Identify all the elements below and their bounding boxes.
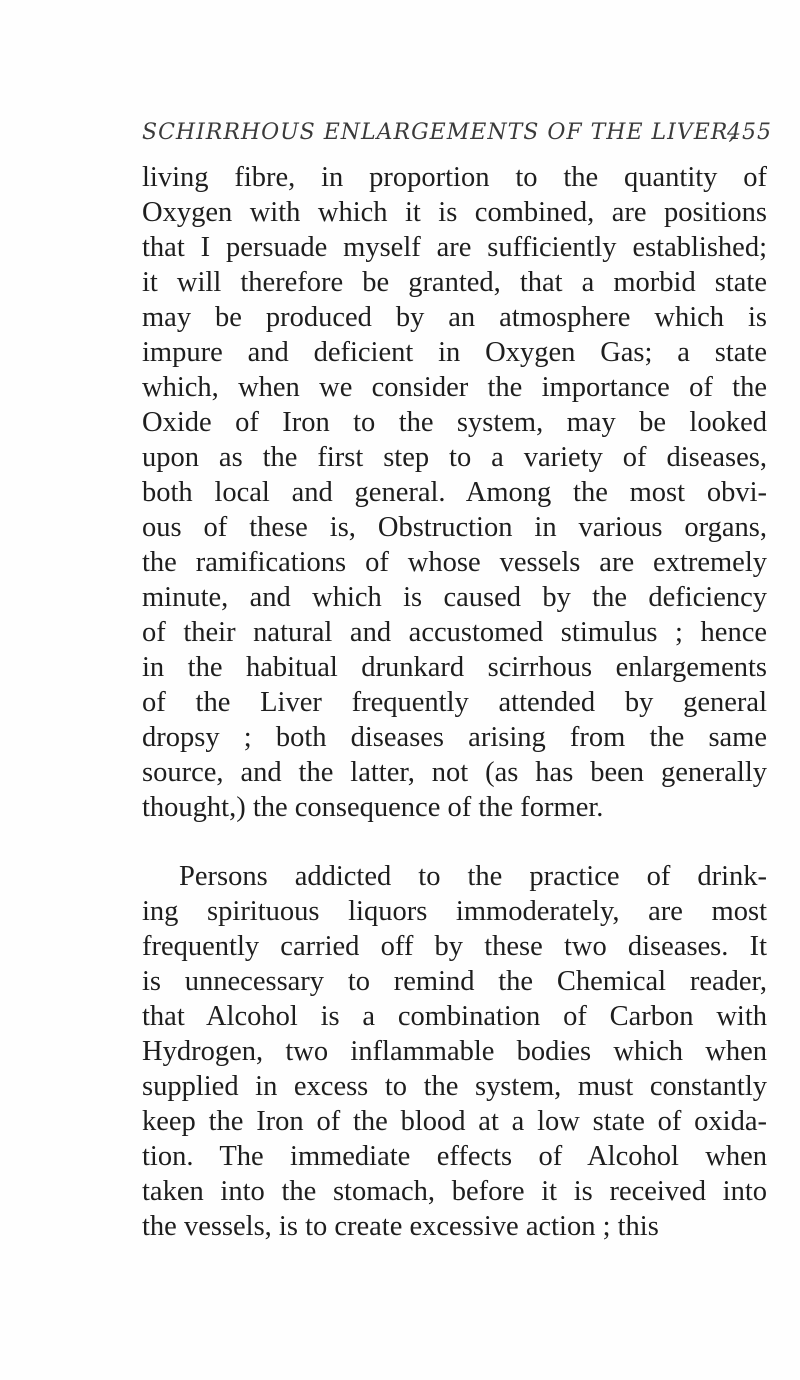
- text-line: supplied in excess to the system, must constantly: [142, 1071, 767, 1102]
- text-line: thought,) the consequence of the former.: [142, 792, 604, 823]
- text-line: minute, and which is caused by the deficiency: [142, 582, 767, 613]
- text-line: Persons addicted to the practice of drink-: [179, 861, 767, 892]
- text-line: tion. The immediate effects of Alcohol when: [142, 1141, 767, 1172]
- body-text: [142, 160, 767, 1244]
- text-line: is unnecessary to remind the Chemical reader,: [142, 966, 767, 997]
- paragraph-2: [142, 859, 767, 1244]
- text-line: Oxide of Iron to the system, may be looked: [142, 407, 767, 438]
- text-line: that Alcohol is a combination of Carbon with: [142, 1001, 767, 1032]
- text-line: taken into the stomach, before it is received into: [142, 1176, 767, 1207]
- text-line: of their natural and accustomed stimulus ; hence: [142, 617, 767, 648]
- text-line: upon as the first step to a variety of diseases,: [142, 442, 767, 473]
- running-head: [142, 120, 772, 154]
- paragraph-1: [142, 160, 767, 825]
- text-line: Oxygen with which it is combined, are positions: [142, 197, 767, 228]
- text-line: the ramifications of whose vessels are extremely: [142, 547, 767, 578]
- text-line: frequently carried off by these two diseases. It: [142, 931, 767, 962]
- text-line: living fibre, in proportion to the quantity of: [142, 162, 767, 193]
- running-head-title: SCHIRRHOUS ENLARGEMENTS OF THE LIVER,: [142, 120, 737, 145]
- text-line: the vessels, is to create excessive action ; this: [142, 1211, 659, 1242]
- text-line: both local and general. Among the most obvi-: [142, 477, 767, 508]
- text-line: keep the Iron of the blood at a low state of oxida-: [142, 1106, 767, 1137]
- text-line: of the Liver frequently attended by general: [142, 687, 767, 718]
- text-line: it will therefore be granted, that a morbid state: [142, 267, 767, 298]
- text-line: impure and deficient in Oxygen Gas; a state: [142, 337, 767, 368]
- text-line: may be produced by an atmosphere which is: [142, 302, 767, 333]
- text-line: dropsy ; both diseases arising from the same: [142, 722, 767, 753]
- text-line: that I persuade myself are sufficiently established;: [142, 232, 767, 263]
- text-line: ous of these is, Obstruction in various organs,: [142, 512, 767, 543]
- page-number: 455: [727, 120, 772, 145]
- text-line: which, when we consider the importance of the: [142, 372, 767, 403]
- text-line: source, and the latter, not (as has been generally: [142, 757, 767, 788]
- text-line: ing spirituous liquors immoderately, are most: [142, 896, 767, 927]
- text-line: in the habitual drunkard scirrhous enlargements: [142, 652, 767, 683]
- text-line: Hydrogen, two inflammable bodies which when: [142, 1036, 767, 1067]
